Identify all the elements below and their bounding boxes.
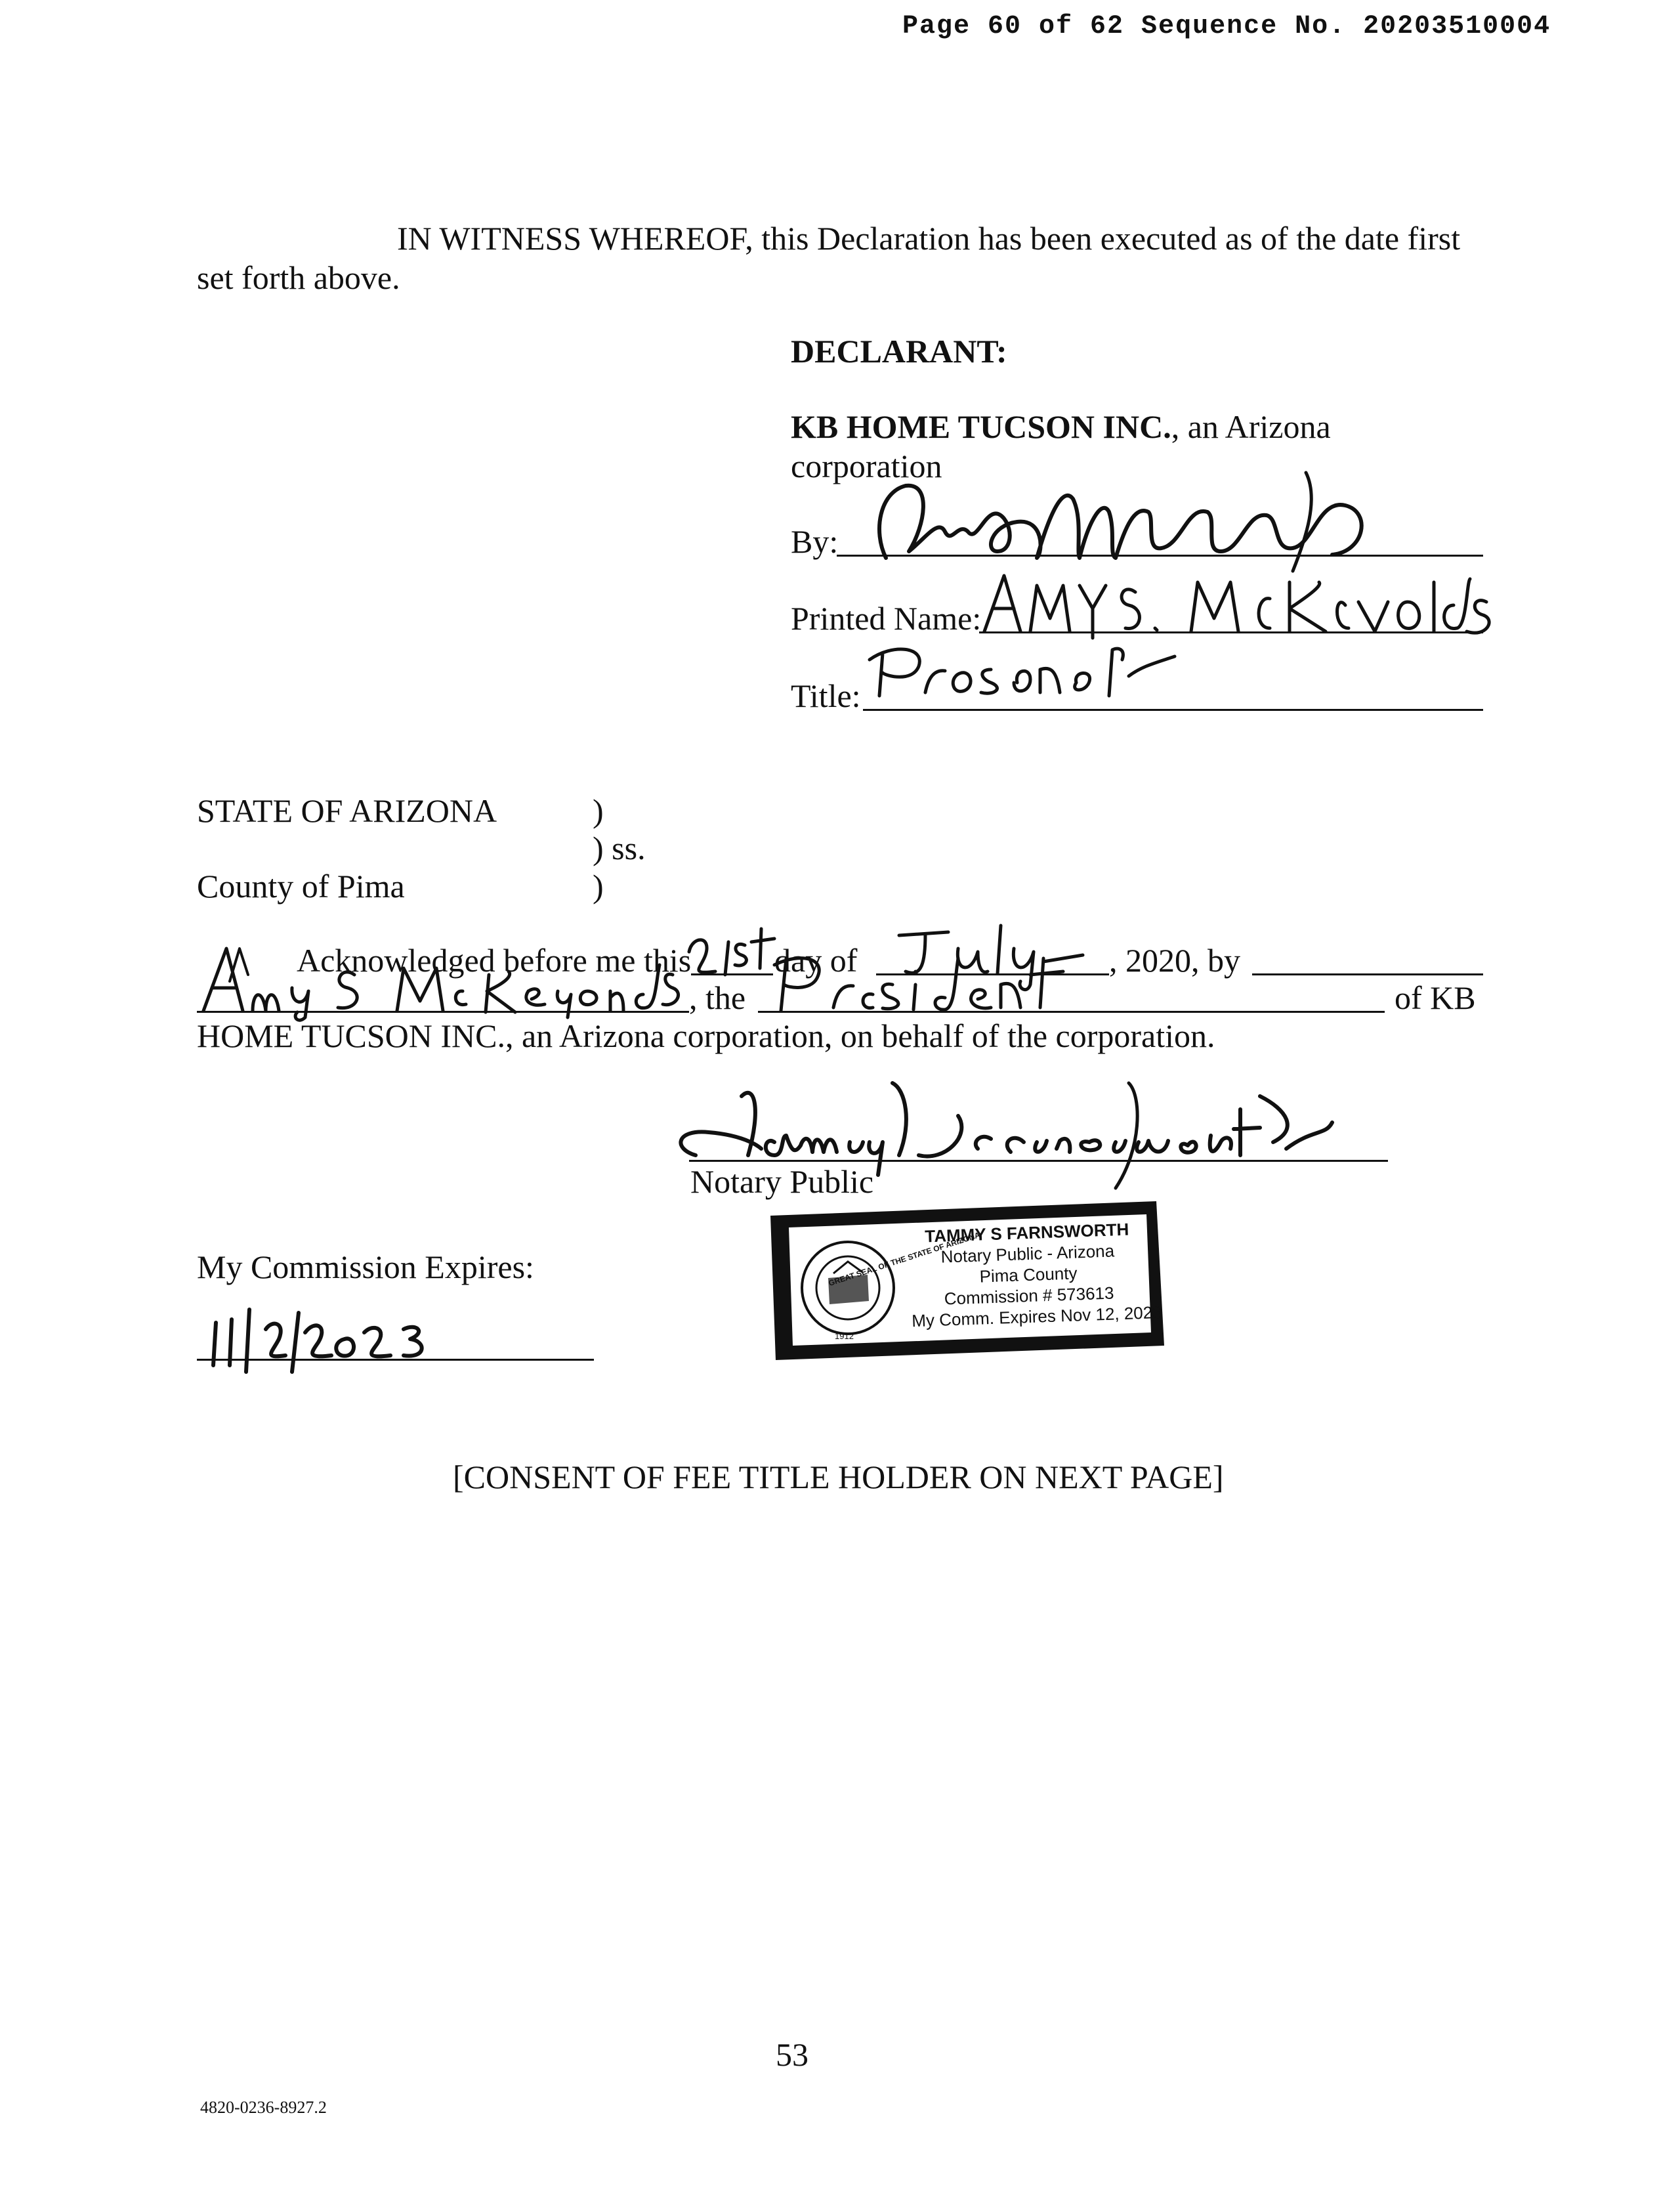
ack-text-2: day of bbox=[774, 942, 858, 979]
ack-of-kb: of KB bbox=[1395, 979, 1476, 1016]
declarant-company-line2: corporation bbox=[791, 448, 942, 484]
notary-public-label: Notary Public bbox=[690, 1163, 874, 1200]
seal-expiration: My Comm. Expires Nov 12, 2023 bbox=[911, 1302, 1163, 1331]
handwritten-mark bbox=[223, 945, 262, 988]
seal-notary-name: TAMMY S FARNSWORTH bbox=[924, 1219, 1129, 1247]
ack-the: , the bbox=[689, 979, 746, 1016]
venue-state: STATE OF ARIZONA bbox=[197, 792, 497, 829]
seal-ring-text: GREAT SEAL OF THE STATE OF ARIZONA bbox=[827, 1229, 982, 1289]
printed-name-label: Printed Name: bbox=[791, 600, 982, 637]
recording-stamp: Page 60 of 62 Sequence No. 20203510004 bbox=[902, 12, 1551, 41]
ack-text-3: , 2020, by bbox=[1109, 942, 1240, 979]
seal-commission-number: Commission # 573613 bbox=[944, 1283, 1114, 1309]
venue-county: County of Pima bbox=[197, 868, 405, 905]
venue-ss: ) ss. bbox=[593, 830, 646, 866]
seal-county: Pima County bbox=[979, 1263, 1078, 1287]
seal-text-block bbox=[908, 1218, 1163, 1331]
witness-line-2: set forth above. bbox=[197, 259, 400, 296]
venue-paren-1: ) bbox=[593, 792, 604, 829]
declarant-signature bbox=[847, 459, 1437, 581]
seal-year: 1912 bbox=[835, 1331, 854, 1341]
declarant-company bbox=[791, 407, 1331, 446]
page-number: 53 bbox=[776, 2036, 808, 2073]
consent-notice: [CONSENT OF FEE TITLE HOLDER ON NEXT PAGE] bbox=[453, 1459, 1224, 1495]
seal-notary-title: Notary Public - Arizona bbox=[940, 1241, 1115, 1267]
document-id: 4820-0236-8927.2 bbox=[200, 2098, 327, 2117]
title-handwriting bbox=[866, 630, 1194, 712]
notary-seal-stamp bbox=[763, 1196, 1168, 1363]
company-name: KB HOME TUCSON INC. bbox=[791, 408, 1171, 445]
declarant-heading: DECLARANT: bbox=[791, 333, 1007, 370]
venue-paren-3: ) bbox=[593, 868, 604, 905]
by-label: By: bbox=[791, 523, 839, 560]
ack-text-1: Acknowledged before me this bbox=[297, 942, 692, 979]
title-label: Title: bbox=[791, 677, 861, 714]
ack-text-line3: HOME TUCSON INC., an Arizona corporation, on behalf of the corporation. bbox=[197, 1017, 1215, 1054]
company-type: , an Arizona bbox=[1171, 408, 1331, 445]
ack-by-line bbox=[1252, 973, 1483, 975]
witness-line-1: IN WITNESS WHEREOF, this Declaration has been executed as of the date first bbox=[397, 220, 1461, 257]
ack-name-handwriting bbox=[200, 939, 699, 1027]
commission-date-handwriting bbox=[200, 1303, 463, 1378]
ack-title-handwriting bbox=[768, 945, 1096, 1021]
commission-expires-label: My Commission Expires: bbox=[197, 1248, 534, 1285]
